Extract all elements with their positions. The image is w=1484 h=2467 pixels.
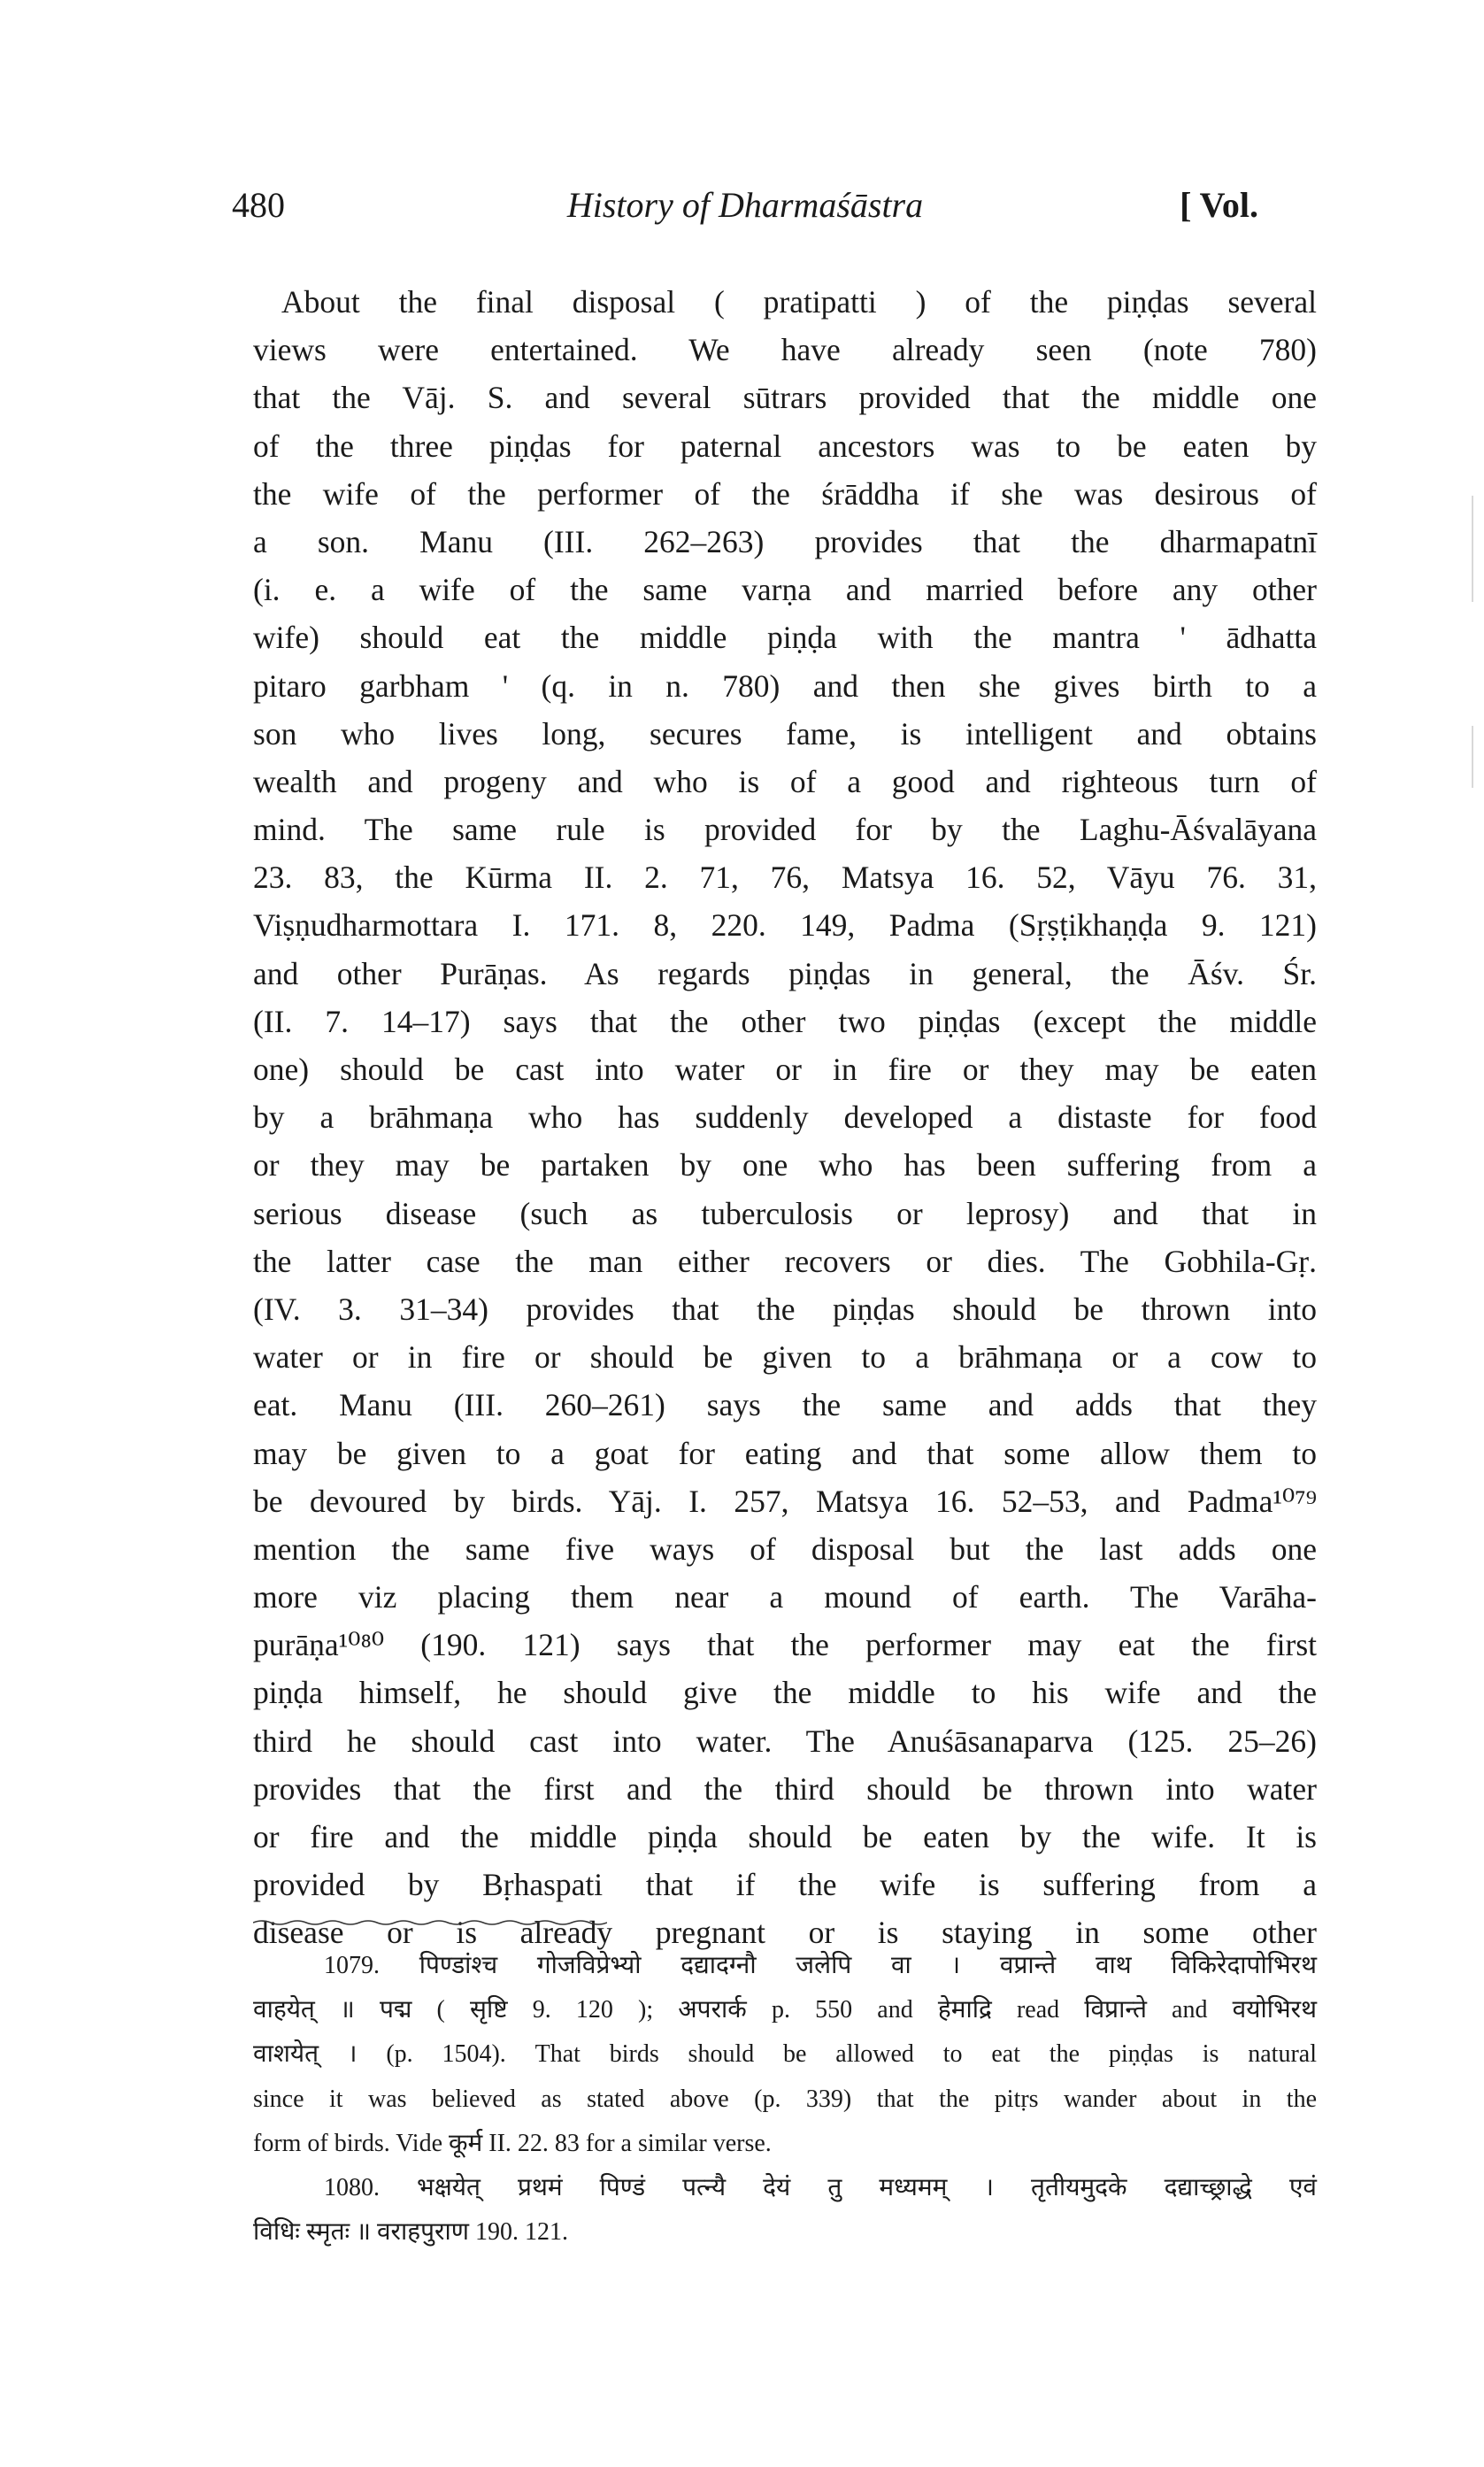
text-line: the wife of the performer of the śrāddha if she was desirous of — [253, 475, 1317, 512]
text-line: eat. Manu (III. 260–261) says the same and adds that they — [253, 1387, 1317, 1423]
text-line: serious disease (such as tuberculosis or leprosy) and that in — [253, 1195, 1317, 1231]
text-line: of the three piṇḍas for paternal ancestors was to be eaten by — [253, 428, 1317, 464]
text-line: water or in fire or should be given to a brāhmaṇa or a cow to — [253, 1339, 1317, 1376]
text-line: piṇḍa himself, he should give the middle to his wife and the — [253, 1675, 1317, 1711]
footnote-line: विधिः स्मृतः ॥ वराहपुराण 190. 121. — [253, 2218, 568, 2247]
text-line: (IV. 3. 31–34) provides that the piṇḍas should be thrown into — [253, 1291, 1317, 1327]
footnote-line: since it was believed as stated above (p. 339) that the pitṛs wander about in the — [253, 2085, 1317, 2113]
text-line: (i. e. a wife of the same varṇa and married before any other — [253, 572, 1317, 608]
footnote-line: वाहयेत् ॥ पद्म ( सृष्टि 9. 120 ); अपरार्क p. 550 and हेमाद्रि read विप्रान्ते and वयोभिरथ — [253, 1996, 1317, 2024]
volume-mark: [ Vol. — [1180, 185, 1258, 225]
text-line: wealth and progeny and who is of a good and righteous turn of — [253, 763, 1317, 799]
text-line: About the final disposal ( pratipatti ) of the piṇḍas several — [281, 284, 1317, 320]
text-line: the latter case the man either recovers or dies. The Gobhila-Gṛ. — [253, 1243, 1317, 1279]
footnote-line: form of birds. Vide कूर्म II. 22. 83 for a similar verse. — [253, 2129, 772, 2157]
footnotes — [253, 1944, 1317, 2255]
text-line: or fire and the middle piṇḍa should be eaten by the wife. It is — [253, 1819, 1317, 1854]
scan-edge-mark — [1472, 496, 1473, 602]
text-line: 23. 83, the Kūrma II. 2. 71, 76, Matsya 16. 52, Vāyu 76. 31, — [253, 860, 1317, 896]
text-line: provides that the first and the third should be thrown into water — [253, 1770, 1317, 1807]
footnote-line: 1080. भक्षयेत् प्रथमं पिण्डं पत्न्यै देयं तु मध्यमम् । तृतीयमुदके दद्याच्छ्राद्धे एवं — [324, 2173, 1317, 2201]
text-line: (II. 7. 14–17) says that the other two piṇḍas (except the middle — [253, 1003, 1317, 1039]
text-line: disease or is already pregnant or is staying in some other — [253, 1915, 1317, 1951]
page-header — [232, 184, 1258, 237]
text-line: and other Purāṇas. As regards piṇḍas in general, the Āśv. Śr. — [253, 955, 1317, 991]
page-number: 480 — [232, 185, 285, 225]
text-line: more viz placing them near a mound of earth. The Varāha- — [253, 1579, 1317, 1615]
text-line: Viṣṇudharmottara I. 171. 8, 220. 149, Padma (Sṛṣṭikhaṇḍa 9. 121) — [253, 907, 1317, 944]
text-line: mention the same five ways of disposal but the last adds one — [253, 1530, 1317, 1567]
footnote-1079 — [253, 1944, 1317, 2166]
text-line: a son. Manu (III. 262–263) provides that the dharmapatnī — [253, 523, 1317, 559]
text-line: be devoured by birds. Yāj. I. 257, Matsya 16. 52–53, and Padma¹⁰⁷⁹ — [253, 1483, 1317, 1519]
text-line: third he should cast into water. The Anuśāsanaparva (125. 25–26) — [253, 1723, 1317, 1759]
text-line: one) should be cast into water or in fire or they may be eaten — [253, 1052, 1317, 1087]
text-line: wife) should eat the middle piṇḍa with the mantra ' ādhatta — [253, 620, 1317, 656]
body-text — [253, 278, 1317, 1957]
footnote-rule — [253, 1919, 607, 1926]
footnote-1080 — [253, 2166, 1317, 2255]
text-line: may be given to a goat for eating and that some allow them to — [253, 1435, 1317, 1471]
scan-edge-mark — [1472, 726, 1473, 788]
text-line: mind. The same rule is provided for by the Laghu-Āśvalāyana — [253, 812, 1317, 848]
running-title: History of Dharmaśāstra — [566, 185, 924, 225]
text-line: pitaro garbham ' (q. in n. 780) and then she gives birth to a — [253, 667, 1317, 704]
text-line: that the Vāj. S. and several sūtrars provided that the middle one — [253, 380, 1317, 416]
text-line: or they may be partaken by one who has been suffering from a — [253, 1147, 1317, 1183]
text-line: views were entertained. We have already seen (note 780) — [253, 332, 1317, 368]
text-line: son who lives long, secures fame, is intelligent and obtains — [253, 715, 1317, 752]
text-line: provided by Bṛhaspati that if the wife is suffering from a — [253, 1867, 1317, 1903]
footnote-line: 1079. पिण्डांश्च गोजविप्रेभ्यो दद्यादग्नौ जलेपि वा । वप्रान्ते वाथ विकिरेदापोभिरथ — [324, 1952, 1317, 1979]
text-line: by a brāhmaṇa who has suddenly developed a distaste for food — [253, 1099, 1317, 1136]
text-line: purāṇa¹⁰⁸⁰ (190. 121) says that the performer may eat the first — [253, 1627, 1317, 1663]
footnote-line: वाशयेत् । (p. 1504). That birds should be allowed to eat the piṇḍas is natural — [253, 2040, 1317, 2069]
